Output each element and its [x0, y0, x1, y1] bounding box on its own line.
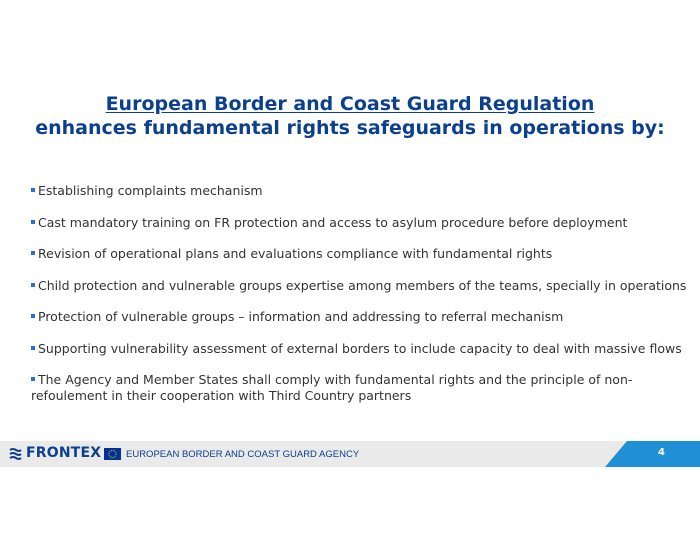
bullet-text: Establishing complaints mechanism	[38, 183, 263, 198]
bullet-item	[31, 341, 691, 357]
bullet-text: Revision of operational plans and evaluations compliance with fundamental rights	[38, 246, 553, 261]
bullet-item	[31, 183, 691, 199]
bullet-text: Child protection and vulnerable groups expertise among members of the teams, specially in operations	[38, 277, 687, 293]
eu-flag-icon	[104, 448, 121, 460]
footer-accent	[605, 441, 700, 467]
bullet-text: Supporting vulnerability assessment of external borders to include capacity to deal with massive flows	[38, 340, 682, 356]
bullet-item	[31, 246, 691, 262]
title-line-1: European Border and Coast Guard Regulation	[105, 93, 595, 115]
bullet-marker-icon	[31, 188, 35, 192]
bullet-list	[31, 183, 691, 420]
agency-name: EUROPEAN BORDER AND COAST GUARD AGENCY	[126, 449, 360, 460]
bullet-item	[31, 215, 691, 231]
bullet-item	[31, 278, 691, 294]
slide-footer	[0, 441, 700, 467]
bullet-marker-icon	[31, 283, 35, 287]
bullet-item	[31, 309, 691, 325]
bullet-marker-icon	[31, 346, 35, 350]
page-number: 4	[658, 447, 665, 458]
bullet-text: Protection of vulnerable groups – information and addressing to referral mechanism	[38, 309, 564, 324]
bullet-marker-icon	[31, 377, 35, 381]
slide-title	[0, 93, 700, 141]
bullet-marker-icon	[31, 220, 35, 224]
bullet-marker-icon	[31, 314, 35, 318]
bullet-text: Cast mandatory training on FR protection and access to asylum procedure before deployment	[38, 214, 628, 230]
frontex-logo-text: FRONTEX	[26, 445, 102, 461]
bullet-item	[31, 372, 691, 404]
bullet-text: The Agency and Member States shall comply with fundamental rights and the principle of non-refoulement in their cooperation with Third Country partners	[31, 372, 633, 403]
frontex-logo-icon	[9, 447, 22, 461]
title-line-2: enhances fundamental rights safeguards in operations by:	[35, 117, 665, 139]
bullet-marker-icon	[31, 251, 35, 255]
